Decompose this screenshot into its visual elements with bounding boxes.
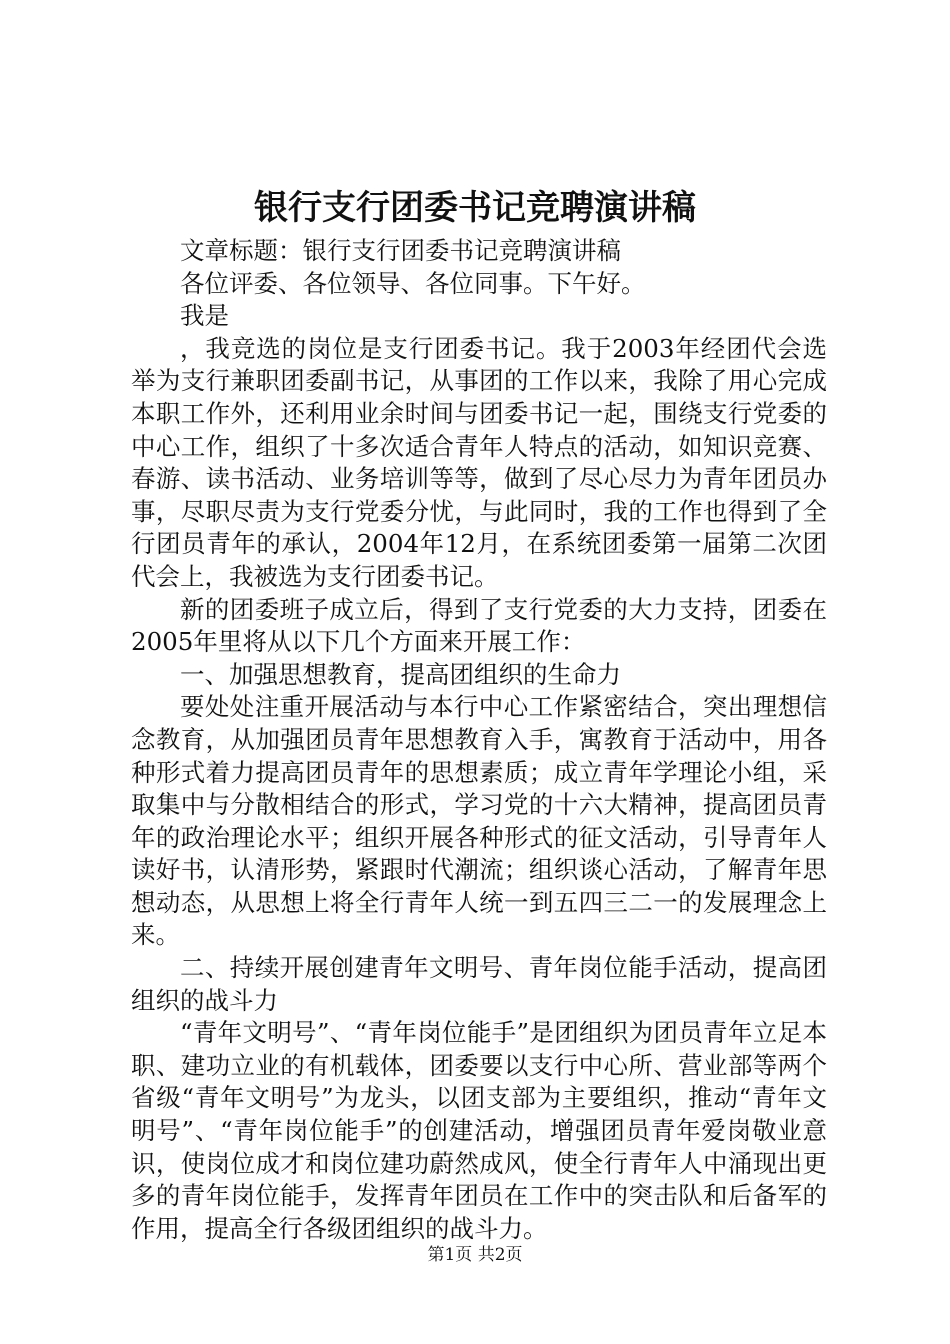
paragraph: 要处处注重开展活动与本行中心工作紧密结合，突出理想信念教育，从加强团员青年思想教育入手，寓教育于活动中，用各种形式着力提高团员青年的思想素质；成立青年学理论小组，采取集中与分散相结合的形式，学习党的十六大精神，提高团员青年的政治理论水平；组织开展各种形式的征文活动，引导青年人读好书，认清形势，紧跟时代潮流；组织谈心活动，了解青年思想动态，从思想上将全行青年人统一到五四三二一的发展理念上来。 xyxy=(131,692,827,950)
paragraph: ，我竞选的岗位是支行团委书记。我于2003年经团代会选举为支行兼职团委副书记，从事团的工作以来，我除了用心完成本职工作外，还利用业余时间与团委书记一起，围绕支行党委的中心工作，组织了十多次适合青年人特点的活动，如知识竞赛、春游、读书活动、业务培训等等，做到了尽心尽力为青年团员办事，尽职尽责为支行党委分忧，与此同时，我的工作也得到了全行团员青年的承认，2004年12月，在系统团委第一届第二次团代会上，我被选为支行团委书记。 xyxy=(131,333,827,591)
paragraph: 各位评委、各位领导、各位同事。下午好。 xyxy=(180,268,646,298)
paragraph: 我是 xyxy=(180,301,229,331)
paragraph: 新的团委班子成立后，得到了支行党委的大力支持，团委在2005年里将从以下几个方面来开展工作： xyxy=(131,594,827,657)
paragraph: “青年文明号”、“青年岗位能手”是团组织为团员青年立足本职、建功立业的有机载体，团委要以支行中心所、营业部等两个省级“青年文明号”为龙头，以团支部为主要组织，推动“青年文明号”、“青年岗位能手”的创建活动，增强团员青年爱岗敬业意识，使岗位成才和岗位建功蔚然成风，使全行青年人中涌现出更多的青年岗位能手，发挥青年团员在工作中的突击队和后备军的作用，提高全行各级团组织的战斗力。 xyxy=(131,1018,827,1243)
document-body xyxy=(131,235,827,1245)
section-heading: 一、加强思想教育，提高团组织的生命力 xyxy=(180,659,621,689)
paragraph: 文章标题：银行支行团委书记竞聘演讲稿 xyxy=(180,236,621,265)
page-footer: 第1页 共2页 xyxy=(427,1245,523,1265)
document-title: 银行支行团委书记竞聘演讲稿 xyxy=(254,188,696,228)
section-heading: 二、持续开展创建青年文明号、青年岗位能手活动，提高团组织的战斗力 xyxy=(131,953,827,1015)
